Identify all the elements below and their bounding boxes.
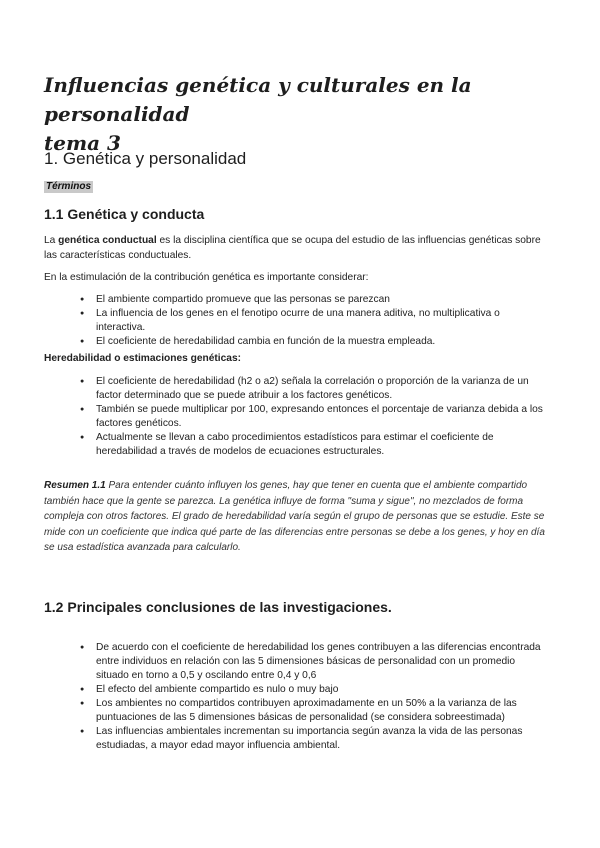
heritability-list	[80, 375, 550, 459]
summary-text: Para entender cuánto influyen los genes, hay que tener en cuenta que el ambiente compartido también hace que la gente se parezca. La genética influye de forma "suma y sigue", no mezclados de forma compleja con otros factores. El grado de heredabilidad varía según el grupo de personas que se estudie. Este se mide con un coeficiente que indica qué parte de las diferencias entre personas se debe a los genes, y hoy en día se usa estadística avanzada para calcularlo.	[44, 480, 545, 553]
subsection-1-2-heading: 1.2 Principales conclusiones de las investigaciones.	[44, 599, 392, 615]
intro-after: es la disciplina científica que se ocupa del estudio de las influencias genéticas sobre las características conductuales.	[44, 235, 541, 261]
list-item: ● El coeficiente de heredabilidad (h2 o a2) señala la correlación o proporción de la varianza de un factor determinado que se puede atribuir a los factores genéticos.	[80, 375, 550, 403]
terms-label: Términos	[46, 181, 92, 192]
document-title	[44, 71, 564, 158]
list-item: ● La influencia de los genes en el fenotipo ocurre de una manera aditiva, no multiplicativa o interactiva.	[80, 307, 550, 335]
intro-before: La	[44, 235, 59, 246]
title-line-1: Influencias genética y culturales en la personalidad	[44, 73, 472, 126]
subsection-1-1-heading: 1.1 Genética y conducta	[44, 206, 205, 222]
considerations-list	[80, 293, 550, 349]
list-item: ● También se puede multiplicar por 100, expresando entonces el porcentaje de varianza debida a los factores genéticos.	[80, 403, 550, 431]
section-1-heading: 1. Genética y personalidad	[44, 149, 247, 168]
heritability-heading: Heredabilidad o estimaciones genéticas:	[44, 353, 242, 364]
list-item: ● El coeficiente de heredabilidad cambia en función de la muestra empleada.	[80, 335, 550, 349]
intro-paragraph	[44, 233, 554, 263]
title-line-2: tema 3	[44, 131, 121, 155]
list-item: ● Las influencias ambientales incrementan su importancia según avanza la vida de las personas estudiadas, a mayor edad mayor influencia ambiental.	[80, 725, 550, 753]
estimation-paragraph: En la estimulación de la contribución genética es importante considerar:	[44, 272, 369, 283]
list-item: ● El efecto del ambiente compartido es nulo o muy bajo	[80, 683, 550, 697]
summary-label: Resumen 1.1	[44, 480, 106, 491]
summary-paragraph	[44, 478, 556, 556]
conclusions-list	[80, 641, 550, 753]
intro-term-bold: genética conductual	[58, 235, 157, 246]
list-item: ● Los ambientes no compartidos contribuyen aproximadamente en un 50% a la varianza de las puntuaciones de las 5 dimensiones básicas de personalidad (se considera sobreestimada)	[80, 697, 550, 725]
list-item: ● Actualmente se llevan a cabo procedimientos estadísticos para estimar el coeficiente de heredabilidad a través de modelos de ecuaciones estructurales.	[80, 431, 550, 459]
list-item: ● De acuerdo con el coeficiente de heredabilidad los genes contribuyen a las diferencias encontrada entre individuos en relación con las 5 dimensiones básicas de personalidad con un promedio situado en torno a 0,5 y oscilando entre 0,4 y 0,6	[80, 641, 550, 683]
list-item: ● El ambiente compartido promueve que las personas se parezcan	[80, 293, 550, 307]
